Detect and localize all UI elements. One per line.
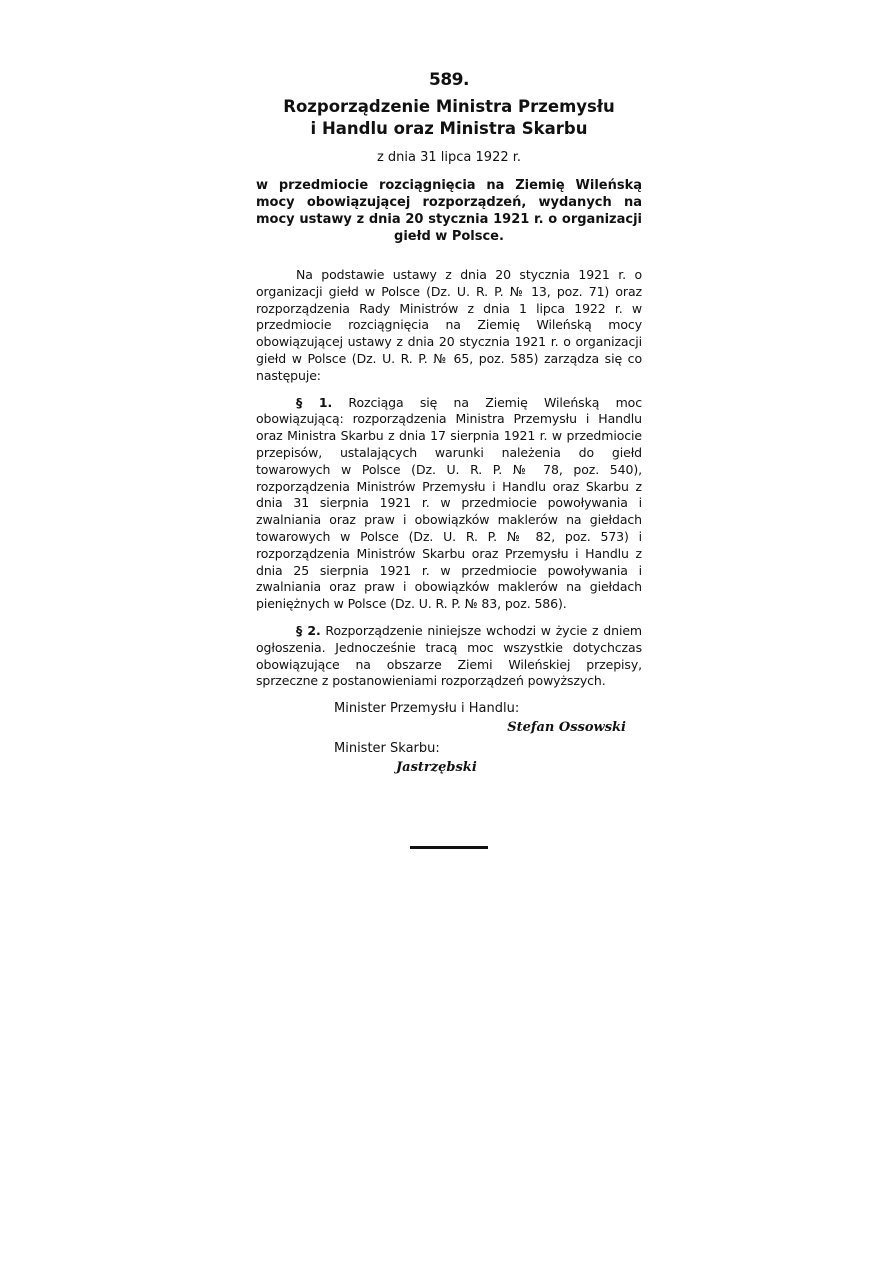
act-title-line-1: Rozporządzenie Ministra Przemysłu (283, 97, 615, 116)
minister-1-signature: Stefan Ossowski (507, 720, 626, 736)
act-date: z dnia 31 lipca 1922 r. (376, 150, 522, 165)
section-1-text: Rozciąga się na Ziemię Wileńską moc obowiązującą: rozporządzenia Ministra Przemysłu i Handlu oraz Ministra Skarbu z dnia 17 sierpnia 1921 r. w przedmiocie przepisów, ustalających warunki należenia do giełd towarowych w Polsce (Dz. U. R. P. № 78, poz. 540), rozporządzenia Ministrów Przemysłu i Handlu oraz Skarbu z dnia 31 sierpnia 1921 r. w przedmiocie powoływania i zwalniania oraz praw i obowiązków maklerów na giełdach towarowych w Polsce (Dz. U. R. P. № 82, poz. 573) i rozporządzenia Ministrów Skarbu oraz Przemysłu i Handlu z dnia 25 sierpnia 1921 r. w przedmiocie powoływania i zwalniania oraz praw i obowiązków maklerów na giełdach pieniężnych w Polsce (Dz. U. R. P. № 83, poz. 586). (256, 394, 642, 612)
closing-rule (410, 846, 488, 849)
text-column (256, 64, 642, 780)
section-2-paragraph (256, 623, 642, 690)
minister-1-title: Minister Przemysłu i Handlu: (334, 701, 520, 717)
minister-2-title: Minister Skarbu: (334, 741, 440, 757)
act-number: 589. (429, 70, 469, 90)
act-subject: w przedmiocie rozciągnięcia na Ziemię Wileńską mocy obowiązującej rozporządzeń, wydanych na mocy ustawy z dnia 20 stycznia 1921 r. o organizacji giełd w Polsce. (256, 178, 642, 244)
act-title (256, 96, 642, 140)
act-title-line-2: i Handlu oraz Ministra Skarbu (310, 119, 588, 138)
preamble-paragraph: Na podstawie ustawy z dnia 20 stycznia 1921 r. o organizacji giełd w Polsce (Dz. U. R. P. № 13, poz. 71) oraz rozporządzenia Rady Ministrów z dnia 1 lipca 1922 r. w przedmiocie rozciągnięcia na Ziemię Wileńską mocy obowiązującej ustawy z dnia 20 stycznia 1921 r. o organizacji giełd w Polsce (Dz. U. R. P. № 65, poz. 585) zarządza się co następuje: (256, 267, 642, 383)
section-1-label: § 1. (296, 394, 333, 410)
section-1-paragraph (256, 395, 642, 613)
minister-2-signature: Jastrzębski (396, 760, 477, 776)
section-2-text: Rozporządzenie niniejsze wchodzi w życie z dniem ogłoszenia. Jednocześnie tracą moc wszystkie dotychczas obowiązujące na obszarze Ziemi Wileńskiej przepisy, sprzeczne z postanowieniami rozporządzeń powyższych. (256, 622, 642, 689)
section-2-label: § 2. (296, 622, 321, 638)
signature-block (256, 700, 642, 780)
